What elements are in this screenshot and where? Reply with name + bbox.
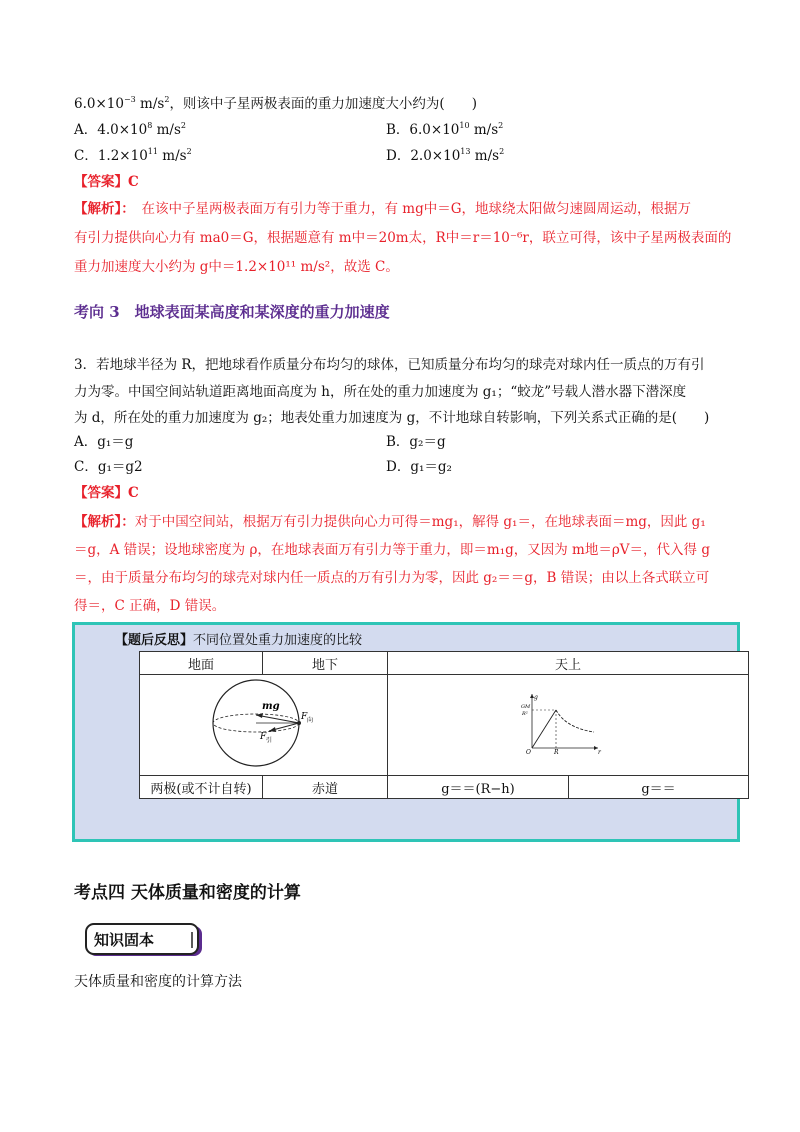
mg-label: mg — [261, 701, 280, 712]
option-a: A．g₁＝g — [74, 434, 134, 450]
knowledge-badge — [84, 922, 206, 960]
option-d: D．$2.0\times 10^{13}$ $m/s^2$ — [386, 147, 505, 164]
badge-label: 知识固本 — [94, 931, 155, 949]
section-title: 考点四 天体质量和密度的计算 — [74, 883, 301, 903]
reflection-box — [72, 622, 740, 842]
cell-equator: 赤道 — [263, 776, 388, 799]
question-stem-tail: $6.0\times 10^{-3}$ $m/s^2$，则该中子星两极表面的重力加速度大小约为( ) — [74, 95, 477, 112]
cell-poles: 两极(或不计自转) — [140, 776, 263, 799]
option-d: D．g₁＝g₂ — [386, 459, 452, 475]
option-b: B．$6.0\times 10^{10}$ $m/s^2$ — [386, 121, 504, 138]
origin-label: O — [526, 749, 531, 756]
reflection-title: 【题后反思】不同位置处重力加速度的比较 — [115, 633, 363, 648]
option-c: C．$1.2\times 10^{11}$ $m/s^2$ — [74, 147, 192, 164]
cell-sky-formula-2: g＝＝ — [569, 776, 749, 799]
r2-label: R² — [522, 711, 528, 717]
r-axis-label: r — [598, 749, 601, 756]
analysis-q3-line3: ＝，由于质量分布均匀的球壳对球内任一质点的万有引力为零，因此 g₂＝＝g，B 错误；由以上各式联立可 — [74, 570, 710, 586]
header-sky: 天上 — [388, 652, 749, 675]
header-surface: 地面 — [140, 652, 263, 675]
earth-force-diagram — [144, 675, 384, 771]
answer-q3: 【答案】C — [74, 485, 139, 501]
f2-label: F — [259, 732, 266, 742]
analysis-q3-line2: ＝g，A 错误；设地球密度为 ρ，在地球表面万有引力等于重力，即＝m₁g，又因为 m地＝ρV＝，代入得 g — [74, 542, 710, 558]
header-underground: 地下 — [263, 652, 388, 675]
f2-subscript: 引 — [265, 737, 272, 744]
analysis-q3-line1: 【解析】：对于中国空间站，根据万有引力提供向心力可得＝mg₁，解得 g₁＝，在地球表面＝mg，因此 g₁ — [74, 514, 706, 530]
analysis-q3-line4: 得＝，C 正确，D 错误。 — [74, 598, 226, 614]
subtitle: 天体质量和密度的计算方法 — [74, 974, 242, 990]
g-vs-r-graph — [518, 690, 618, 756]
question3-line2: 力为零。中国空间站轨道距离地面高度为 h，所在处的重力加速度为 g₁；“蛟龙”号载人潜水器下潜深度 — [74, 384, 687, 400]
question3-line3: 为 d，所在处的重力加速度为 g₂；地表处重力加速度为 g，不计地球自转影响，下列关系式正确的是( ) — [74, 410, 710, 426]
section-heading: 考向 3 地球表面某高度和某深度的重力加速度 — [74, 303, 390, 321]
f-label: F — [300, 712, 307, 722]
answer-q2: 【答案】C — [74, 174, 139, 190]
analysis-q2-line2: 有引力提供向心力有 ma0＝G，根据题意有 m中＝20m太，R中＝r＝10⁻⁶r，联立可得，该中子星两极表面的 — [74, 230, 732, 246]
g-curve-cell — [388, 675, 749, 776]
earth-diagram-cell — [140, 675, 388, 776]
f-subscript: 向 — [306, 717, 313, 724]
analysis-q2-line3: 重力加速度大小约为 g中＝1.2×10¹¹ m/s²，故选 C。 — [74, 259, 399, 275]
analysis-q2-line1: 【解析】： 在该中子星两极表面万有引力等于重力，有 mg中＝G，地球绕太阳做匀速圆周运动，根据万 — [74, 201, 692, 217]
comparison-table — [139, 651, 749, 799]
question3-line1: 3．若地球半径为 R，把地球看作质量分布均匀的球体，已知质量分布均匀的球壳对球内任一质点的万有引 — [74, 357, 705, 373]
option-a: A．$4.0\times 10^8$ $m/s^2$ — [74, 121, 186, 138]
option-c: C．g₁＝g2 — [74, 459, 143, 475]
cell-sky-formula-1: g＝＝(R−h) — [388, 776, 569, 799]
option-b: B．g₂＝g — [386, 434, 446, 450]
radius-tick-label: R — [554, 749, 559, 756]
gm-label: GM — [521, 704, 531, 710]
g-axis-label: g — [534, 694, 538, 701]
